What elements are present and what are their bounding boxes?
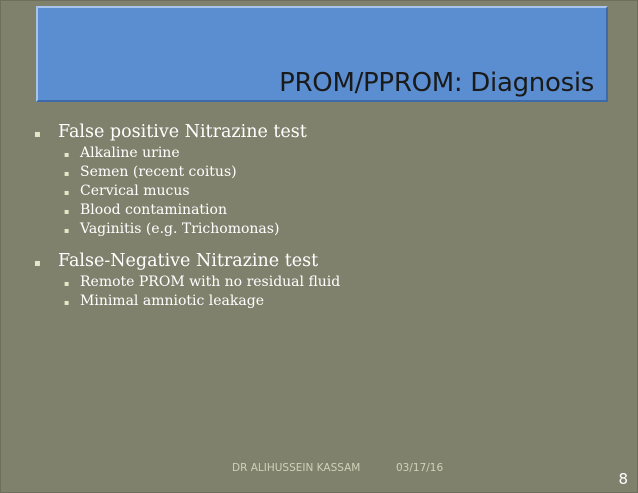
bullet-text: False positive Nitrazine test <box>58 122 307 142</box>
sub-bullet-list <box>64 273 604 311</box>
sub-bullet-item <box>64 163 604 182</box>
sub-bullet-text: Semen (recent coitus) <box>80 164 237 180</box>
bullet-icon: ▪ <box>34 129 41 140</box>
sub-bullet-text: Remote PROM with no residual fluid <box>80 274 341 290</box>
bullet-item <box>34 249 604 273</box>
bullet-icon: ▪ <box>64 207 70 216</box>
slide-content <box>34 120 604 321</box>
sub-bullet-text: Minimal amniotic leakage <box>80 293 264 309</box>
bullet-icon: ▪ <box>64 226 70 235</box>
bullet-text: False-Negative Nitrazine test <box>58 251 319 271</box>
sub-bullet-item <box>64 144 604 163</box>
sub-bullet-item <box>64 220 604 239</box>
bullet-icon: ▪ <box>64 169 70 178</box>
title-bar <box>36 6 608 102</box>
sub-bullet-item <box>64 292 604 311</box>
sub-bullet-item <box>64 182 604 201</box>
bullet-icon: ▪ <box>64 188 70 197</box>
slide-title: PROM/PPROM: Diagnosis <box>279 68 594 98</box>
footer-date: 03/17/16 <box>396 462 444 474</box>
bullet-icon: ▪ <box>34 258 41 269</box>
bullet-group <box>34 120 604 239</box>
footer-author: DR ALIHUSSEIN KASSAM <box>232 462 361 474</box>
bullet-icon: ▪ <box>64 298 70 307</box>
bullet-icon: ▪ <box>64 150 70 159</box>
bullet-icon: ▪ <box>64 279 70 288</box>
sub-bullet-text: Cervical mucus <box>80 183 190 199</box>
sub-bullet-text: Blood contamination <box>80 202 227 218</box>
bullet-group <box>34 249 604 311</box>
sub-bullet-item <box>64 273 604 292</box>
sub-bullet-text: Vaginitis (e.g. Trichomonas) <box>80 221 280 237</box>
bullet-item <box>34 120 604 144</box>
slide-number: 8 <box>618 470 628 488</box>
sub-bullet-list <box>64 144 604 239</box>
sub-bullet-text: Alkaline urine <box>80 145 180 161</box>
sub-bullet-item <box>64 201 604 220</box>
